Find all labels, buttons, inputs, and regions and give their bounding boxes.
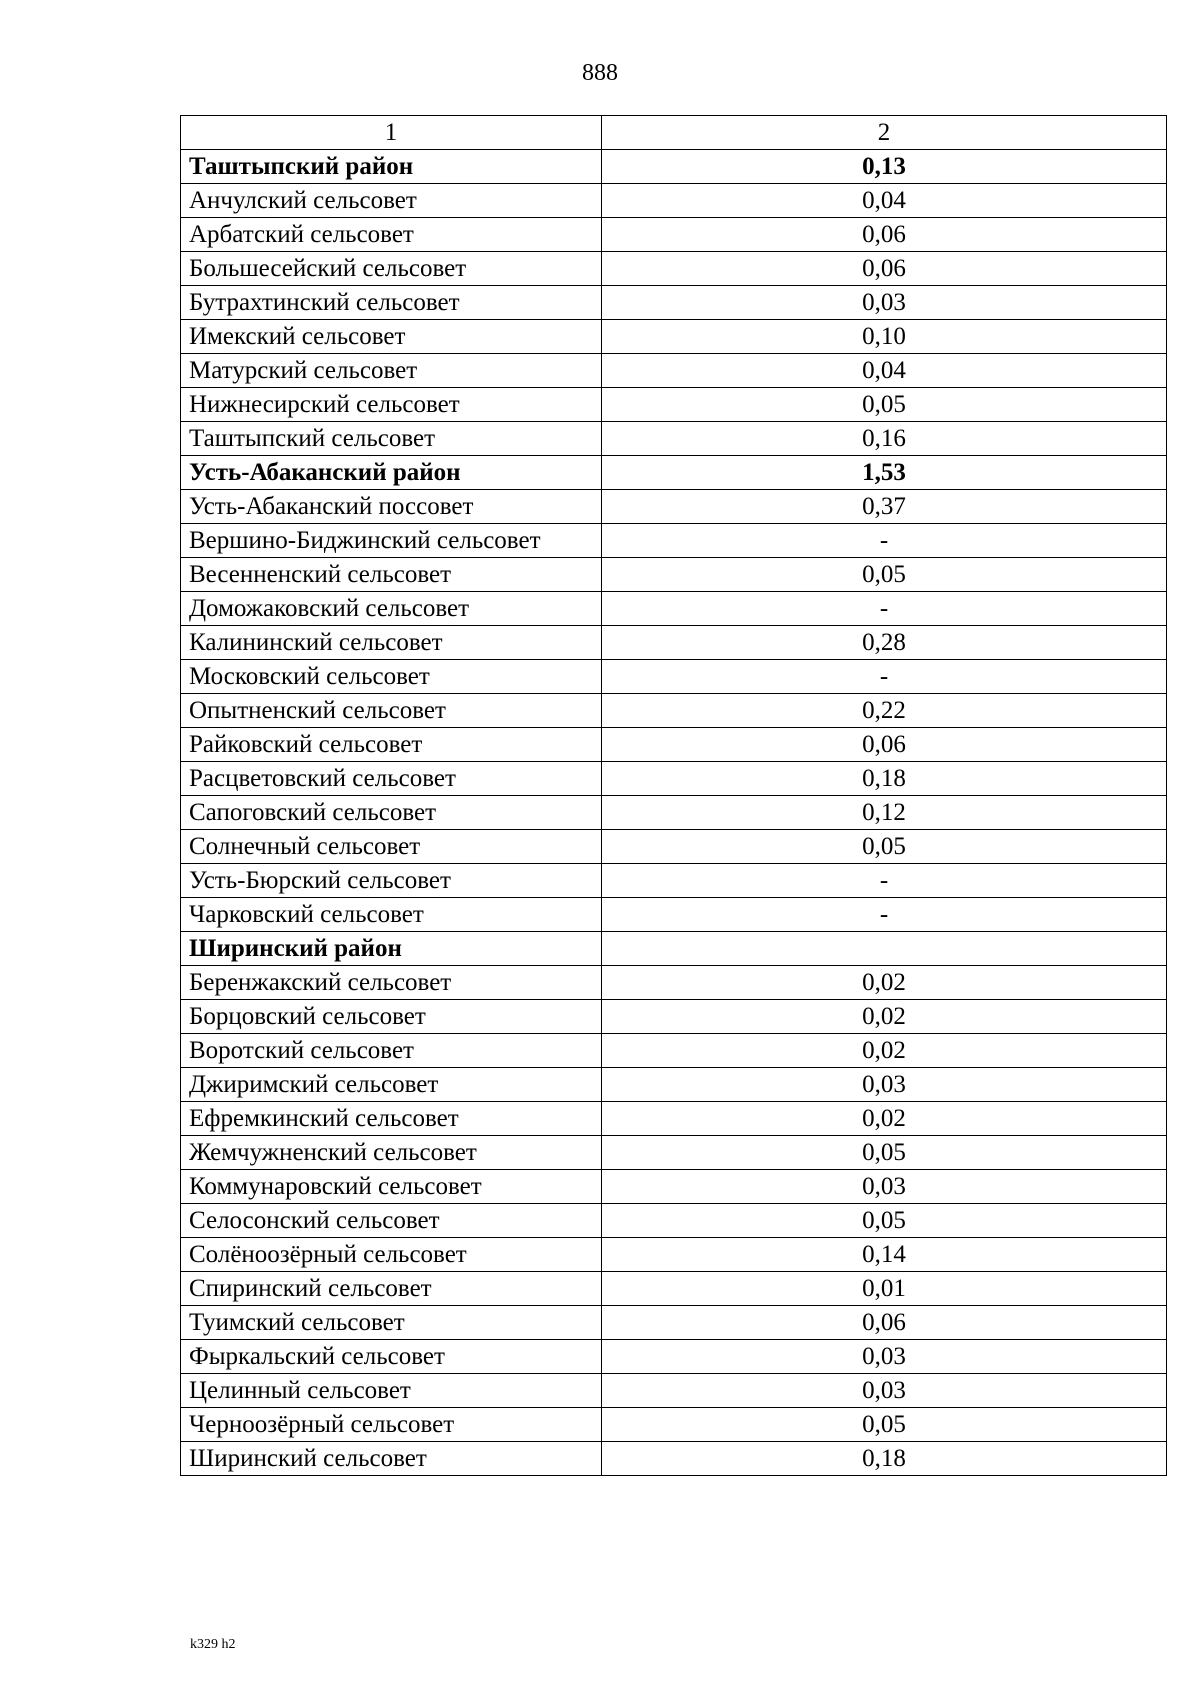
settlement-name-cell: Арбатский сельсовет bbox=[181, 218, 602, 252]
table-row bbox=[181, 1034, 1167, 1068]
value-cell: 0,28 bbox=[602, 626, 1167, 660]
table-row bbox=[181, 1374, 1167, 1408]
value-cell: 0,13 bbox=[602, 150, 1167, 184]
settlement-name-cell: Усть-Абаканский поссовет bbox=[181, 490, 602, 524]
settlement-name-cell: Чарковский сельсовет bbox=[181, 898, 602, 932]
settlement-name-cell: Большесейский сельсовет bbox=[181, 252, 602, 286]
district-name-cell: Ширинский район bbox=[181, 932, 602, 966]
value-cell: 0,14 bbox=[602, 1238, 1167, 1272]
table-row bbox=[181, 218, 1167, 252]
settlement-name-cell: Матурский сельсовет bbox=[181, 354, 602, 388]
table-row bbox=[181, 1408, 1167, 1442]
settlement-name-cell: Туимский сельсовет bbox=[181, 1306, 602, 1340]
table-row bbox=[181, 1272, 1167, 1306]
table-row bbox=[181, 1068, 1167, 1102]
value-cell: 0,03 bbox=[602, 1374, 1167, 1408]
table-row bbox=[181, 1170, 1167, 1204]
settlement-name-cell: Черноозёрный сельсовет bbox=[181, 1408, 602, 1442]
value-cell: 0,05 bbox=[602, 1204, 1167, 1238]
value-cell: 0,03 bbox=[602, 1068, 1167, 1102]
value-cell: 0,18 bbox=[602, 1442, 1167, 1476]
value-cell: 0,37 bbox=[602, 490, 1167, 524]
table-row bbox=[181, 796, 1167, 830]
value-cell: 0,03 bbox=[602, 1170, 1167, 1204]
value-cell: - bbox=[602, 864, 1167, 898]
value-cell: 0,02 bbox=[602, 966, 1167, 1000]
value-cell: 0,10 bbox=[602, 320, 1167, 354]
value-cell: - bbox=[602, 592, 1167, 626]
table-row bbox=[181, 1442, 1167, 1476]
settlement-name-cell: Солёноозёрный сельсовет bbox=[181, 1238, 602, 1272]
settlement-name-cell: Сапоговский сельсовет bbox=[181, 796, 602, 830]
value-cell: 0,06 bbox=[602, 218, 1167, 252]
settlement-name-cell: Фыркальский сельсовет bbox=[181, 1340, 602, 1374]
settlement-name-cell: Борцовский сельсовет bbox=[181, 1000, 602, 1034]
value-cell: - bbox=[602, 524, 1167, 558]
value-cell: 0,12 bbox=[602, 796, 1167, 830]
table-row bbox=[181, 898, 1167, 932]
settlement-name-cell: Жемчужненский сельсовет bbox=[181, 1136, 602, 1170]
settlement-name-cell: Весенненский сельсовет bbox=[181, 558, 602, 592]
table-row bbox=[181, 1306, 1167, 1340]
table-row bbox=[181, 558, 1167, 592]
value-cell: 0,05 bbox=[602, 1136, 1167, 1170]
table-row bbox=[181, 728, 1167, 762]
value-cell: 0,02 bbox=[602, 1034, 1167, 1068]
district-name-cell: Усть-Абаканский район bbox=[181, 456, 602, 490]
value-cell: 0,16 bbox=[602, 422, 1167, 456]
table-row bbox=[181, 592, 1167, 626]
settlement-name-cell: Райковский сельсовет bbox=[181, 728, 602, 762]
settlement-name-cell: Расцветовский сельсовет bbox=[181, 762, 602, 796]
table-row bbox=[181, 286, 1167, 320]
table-row bbox=[181, 1136, 1167, 1170]
value-cell: 0,01 bbox=[602, 1272, 1167, 1306]
value-cell: 0,05 bbox=[602, 1408, 1167, 1442]
settlement-name-cell: Таштыпский сельсовет bbox=[181, 422, 602, 456]
district-name-cell: Таштыпский район bbox=[181, 150, 602, 184]
table-row bbox=[181, 354, 1167, 388]
header-cell-1: 1 bbox=[181, 116, 602, 150]
value-cell: 0,03 bbox=[602, 286, 1167, 320]
table-row bbox=[181, 422, 1167, 456]
settlement-name-cell: Бутрахтинский сельсовет bbox=[181, 286, 602, 320]
table-row bbox=[181, 694, 1167, 728]
value-cell: 0,06 bbox=[602, 728, 1167, 762]
value-cell: 1,53 bbox=[602, 456, 1167, 490]
value-cell: 0,05 bbox=[602, 558, 1167, 592]
table-row bbox=[181, 490, 1167, 524]
settlement-name-cell: Ширинский сельсовет bbox=[181, 1442, 602, 1476]
value-cell: 0,02 bbox=[602, 1102, 1167, 1136]
table-row bbox=[181, 320, 1167, 354]
value-cell: 0,05 bbox=[602, 830, 1167, 864]
table-row bbox=[181, 184, 1167, 218]
settlement-name-cell: Воротский сельсовет bbox=[181, 1034, 602, 1068]
table-row bbox=[181, 1238, 1167, 1272]
table-row bbox=[181, 252, 1167, 286]
value-cell: 0,04 bbox=[602, 184, 1167, 218]
table-header-row bbox=[181, 116, 1167, 150]
value-cell: 0,04 bbox=[602, 354, 1167, 388]
data-table bbox=[180, 115, 1167, 1476]
value-cell: - bbox=[602, 898, 1167, 932]
settlement-name-cell: Селосонский сельсовет bbox=[181, 1204, 602, 1238]
table-body bbox=[181, 116, 1167, 1476]
settlement-name-cell: Опытненский сельсовет bbox=[181, 694, 602, 728]
table-row bbox=[181, 456, 1167, 490]
table-row bbox=[181, 388, 1167, 422]
footer-code: k329 h2 bbox=[190, 1637, 236, 1652]
table-row bbox=[181, 966, 1167, 1000]
table-row bbox=[181, 150, 1167, 184]
value-cell: 0,03 bbox=[602, 1340, 1167, 1374]
value-cell: 0,18 bbox=[602, 762, 1167, 796]
table-row bbox=[181, 830, 1167, 864]
value-cell: 0,02 bbox=[602, 1000, 1167, 1034]
settlement-name-cell: Спиринский сельсовет bbox=[181, 1272, 602, 1306]
table-row bbox=[181, 524, 1167, 558]
settlement-name-cell: Московский сельсовет bbox=[181, 660, 602, 694]
page-number: 888 bbox=[582, 60, 618, 86]
settlement-name-cell: Нижнесирский сельсовет bbox=[181, 388, 602, 422]
table-row bbox=[181, 1000, 1167, 1034]
settlement-name-cell: Целинный сельсовет bbox=[181, 1374, 602, 1408]
table-row bbox=[181, 864, 1167, 898]
settlement-name-cell: Доможаковский сельсовет bbox=[181, 592, 602, 626]
header-cell-2: 2 bbox=[602, 116, 1167, 150]
table-row bbox=[181, 660, 1167, 694]
settlement-name-cell: Беренжакский сельсовет bbox=[181, 966, 602, 1000]
value-cell: 0,05 bbox=[602, 388, 1167, 422]
settlement-name-cell: Имекский сельсовет bbox=[181, 320, 602, 354]
settlement-name-cell: Солнечный сельсовет bbox=[181, 830, 602, 864]
settlement-name-cell: Коммунаровский сельсовет bbox=[181, 1170, 602, 1204]
settlement-name-cell: Калининский сельсовет bbox=[181, 626, 602, 660]
value-cell: 0,22 bbox=[602, 694, 1167, 728]
settlement-name-cell: Джиримский сельсовет bbox=[181, 1068, 602, 1102]
value-cell bbox=[602, 932, 1167, 966]
value-cell: 0,06 bbox=[602, 252, 1167, 286]
table-row bbox=[181, 1340, 1167, 1374]
table-row bbox=[181, 932, 1167, 966]
table-row bbox=[181, 1102, 1167, 1136]
value-cell: 0,06 bbox=[602, 1306, 1167, 1340]
table-row bbox=[181, 762, 1167, 796]
settlement-name-cell: Ефремкинский сельсовет bbox=[181, 1102, 602, 1136]
settlement-name-cell: Усть-Бюрский сельсовет bbox=[181, 864, 602, 898]
settlement-name-cell: Вершино-Биджинский сельсовет bbox=[181, 524, 602, 558]
value-cell: - bbox=[602, 660, 1167, 694]
table-row bbox=[181, 626, 1167, 660]
settlement-name-cell: Анчулский сельсовет bbox=[181, 184, 602, 218]
table-row bbox=[181, 1204, 1167, 1238]
